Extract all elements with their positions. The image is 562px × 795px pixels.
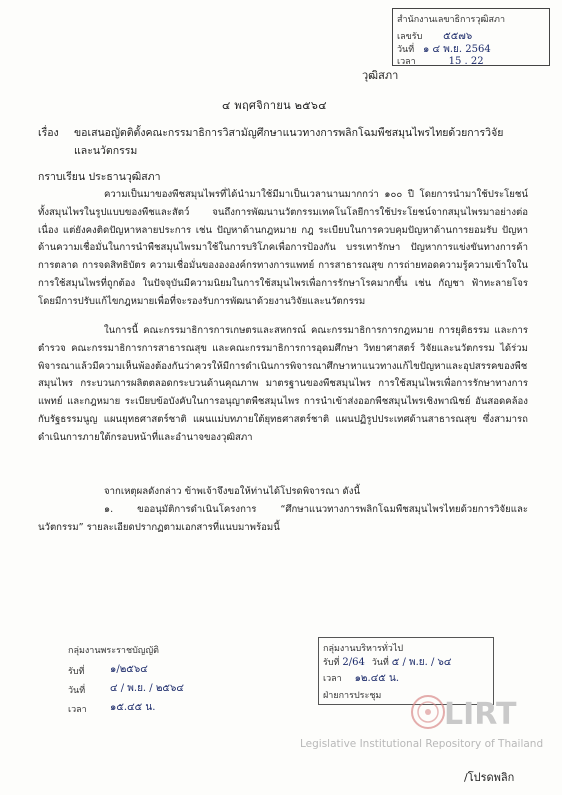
stamp-left-received-label: รับที่ <box>68 667 85 677</box>
recipient: วุฒิสภา <box>362 69 399 82</box>
subject-label: เรื่อง <box>38 127 59 139</box>
stamp-right-office: กลุ่มงานบริหารทั่วไป <box>323 644 404 654</box>
stamp-right-received-value: 2/64 <box>342 657 365 668</box>
continuation-note: /โปรดพลิก <box>464 771 515 784</box>
stamp-right-time-label: เวลา <box>323 674 342 684</box>
stamp-right-date-label: วันที่ <box>371 658 389 668</box>
stamp-left-time-value: ๑๕.๔๕ น. <box>110 702 156 713</box>
stamp-right-received-label: รับที่ <box>323 658 340 668</box>
paragraph-committees: ในการนี้ คณะกรรมาธิการการเกษตรและสหกรณ์ คณะกรรมาธิการการกฎหมาย การยุติธรรม และการตำรวจ คณะกรรมาธิการการสาธารณสุข และคณะกรรมาธิการการอุดมศึกษา วิทยาศาสตร์ วิจัยและนวัตกรรม ได้ร่วมพิจารณาแล้วมีความเห็นพ้องต้องกันว่าควรให้มีการดำเนินการพิจารณาศึกษาหาแนวทางแก้ไขปัญหาและอุปสรรคของพืชสมุนไพร กระบวนการผลิตตลอดกระบวนด้านคุณภาพ มาตรฐานของพืชสมุนไพร การใช้สมุนไพรเพื่อการรักษาทางการแพทย์ และกฎหมาย ระเบียบข้อบังคับในการอนุญาตพืชสมุนไพร การนำเข้าส่งออกพืชสมุนไพรเชิงพาณิชย์ อันสอดคล้องกับรัฐธรรมนูญ แผนยุทธศาสตร์ชาติ แผนแม่บทภายใต้ยุทธศาสตร์ชาติ แผนปฏิรูปประเทศด้านสาธารณสุข ซึ่งสามารถดำเนินการภายใต้กรอบหน้าที่และอำนาจของวุฒิสภา <box>38 325 528 443</box>
stamp-left-received-value: ๑/๒๕๖๔ <box>110 664 148 675</box>
stamp-time-label: เวลา <box>397 57 416 67</box>
stamp-left-time-label: เวลา <box>68 705 87 715</box>
subject-line-2: และนวัตกรรม <box>74 145 138 157</box>
stamp-right-date-value: ๕ / พ.ย. / ๖๔ <box>391 657 452 668</box>
stamp-time-value: 15 . 22 <box>448 56 484 67</box>
paragraph-background: ความเป็นมาของพืชสมุนไพรที่ได้นำมาใช้มีมาเป็นเวลานานมากกว่า ๑๐๐ ปี โดยการนำมาใช้ประโยชน์ทั้งสมุนไพรในรูปแบบของพืชและสัตว์ จนถึงการพัฒนานวัตกรรมเทคโนโลยีการใช้ประโยชน์จากสมุนไพรมาอย่างต่อเนื่อง แต่ยังคงติดปัญหาหลายประการ เช่น ปัญหาด้านกฎหมาย กฎ ระเบียบในการควบคุมปัญหาด้านการยอมรับ ปัญหาด้านความเชื่อมั่นในการนำพืชสมุนไพรมาใช้ในการบริโภคเพื่อการป้องกัน บรรเทารักษา ปัญหาการแข่งขันทางการค้า การตลาด การจดสิทธิบัตร ความเชื่อมั่นของององค์กรทางการแพทย์ การสาธารณสุข การถ่ายทอดความรู้ความเข้าใจในการใช้สมุนไพรที่ถูกต้อง ในปัจจุบันมีความนิยมในการใช้สมุนไพรเพื่อการรักษาโรคมากขึ้น เช่น กัญชา ฟ้าทะลายโจร โดยมีการปรับแก้ไขกฎหมายเพื่อที่จะรองรับการพัฒนาด้วยงานวิจัยและนวัตกรรม <box>38 189 528 307</box>
stamp-left-office: กลุ่มงานพระราชบัญญัติ <box>68 646 159 656</box>
bill-group-stamp <box>68 643 258 717</box>
repository-caption: Legislative Institutional Repository of Thailand <box>300 738 544 750</box>
stamp-left-date-label: วันที่ <box>68 686 86 696</box>
paragraph-request: จากเหตุผลดังกล่าว ข้าพเจ้าจึงขอให้ท่านได้โปรดพิจารณา ดังนี้ <box>104 486 361 497</box>
logo-text: LIRT <box>444 697 517 732</box>
receipt-stamp <box>392 8 550 66</box>
stamp-office: สำนักงานเลขาธิการวุฒิสภา <box>397 15 506 25</box>
subject-line-1: ขอเสนอญัตติตั้งคณะกรรมาธิการวิสามัญศึกษาแนวทางการพลิกโฉมพืชสมุนไพรไทยด้วยการวิจัย <box>74 127 504 139</box>
document-date: ๔ พฤศจิกายน ๒๕๖๔ <box>222 99 327 112</box>
stamp-date-value: ๑ ๔ พ.ย. 2564 <box>423 44 491 55</box>
subject <box>38 124 528 160</box>
stamp-left-date-value: ๔ / พ.ย. / ๒๕๖๔ <box>110 683 184 694</box>
salutation: กราบเรียน ประธานวุฒิสภา <box>38 171 161 183</box>
stamp-right-time-value: ๑๒.๔๕ น. <box>354 673 400 684</box>
stamp-date-label: วันที่ <box>397 45 415 55</box>
paragraph-item-1: ๑. ขออนุมัติการดำเนินโครงการ “ศึกษาแนวทางการพลิกโฉมพืชสมุนไพรไทยด้วยการวิจัยและนวัตกรรม” รายละเอียดปรากฏตามเอกสารที่แนบมาพร้อมนี้ <box>38 504 528 533</box>
stamp-right-note: ฝ่ายการประชุม <box>323 691 382 701</box>
stamp-number-label: เลขรับ <box>397 32 423 42</box>
stamp-number-value: ๕๕๗๖ <box>443 31 473 42</box>
lirt-logo-icon <box>410 688 520 740</box>
